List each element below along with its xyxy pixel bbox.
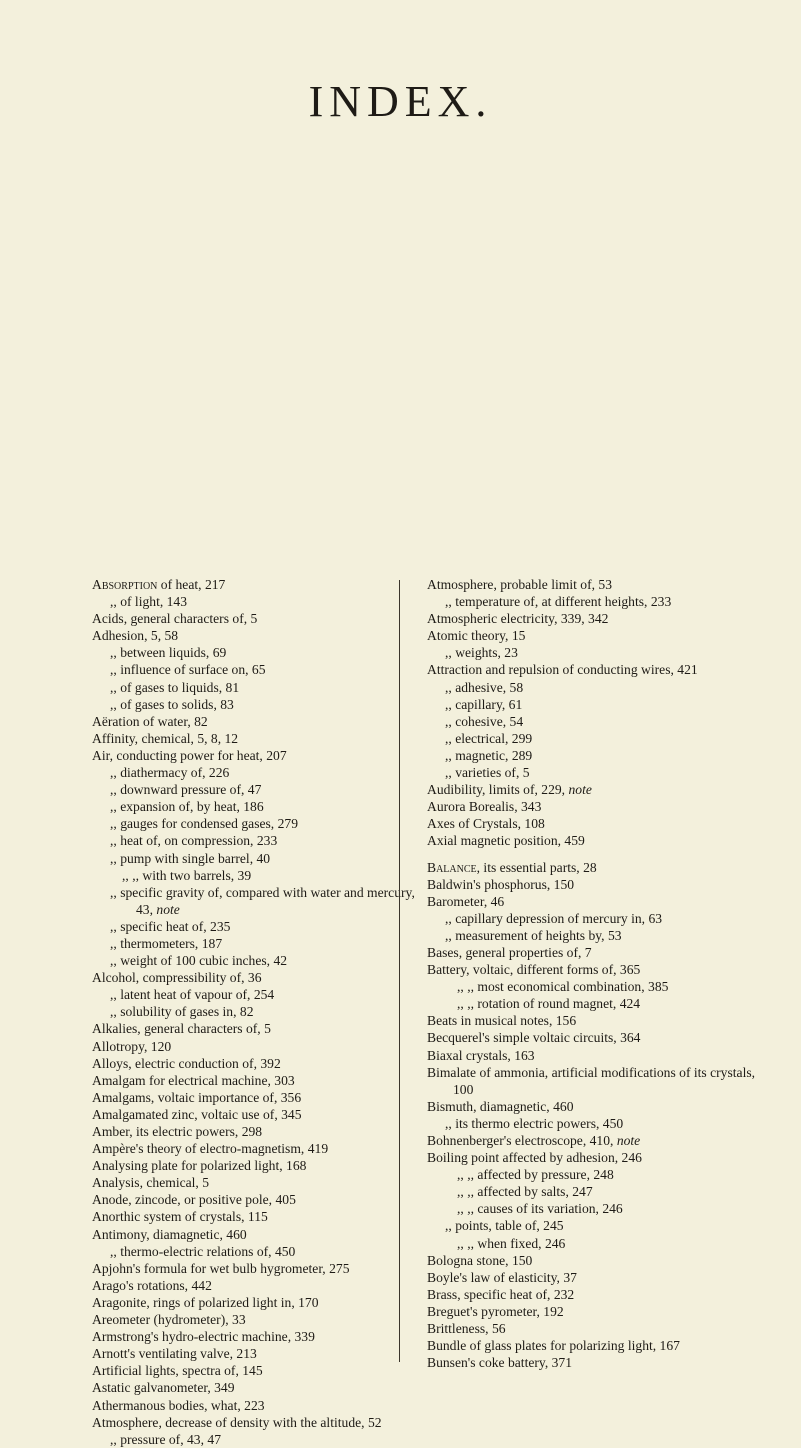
index-entry-text: Anorthic system of crystals, 115: [92, 1209, 268, 1225]
index-entry-text: ,, capillary, 61: [445, 696, 523, 712]
index-entry: [92, 935, 430, 952]
index-entry-text: Axes of Crystals, 108: [427, 816, 545, 832]
index-entry: [427, 1183, 767, 1200]
index-entry: [92, 918, 430, 935]
index-entry-text: ,, of light, 143: [110, 594, 188, 610]
index-entry: [92, 952, 430, 969]
index-entry-text: Audibility, limits of, 229,: [427, 782, 569, 798]
index-entry-text: ,, varieties of, 5: [445, 765, 530, 781]
index-entry: [92, 1260, 430, 1277]
index-entry: [427, 627, 767, 644]
index-entry: [92, 610, 430, 627]
index-entry-text: Astatic galvanometer, 349: [92, 1380, 235, 1396]
index-note-label: note: [156, 901, 180, 917]
index-entry-text: Bimalate of ammonia, artificial modifications of its crystals, 100: [427, 1064, 756, 1097]
index-entry: [92, 850, 430, 867]
index-entry-text: Alloys, electric conduction of, 392: [92, 1055, 281, 1071]
index-entry-text: Brittleness, 56: [427, 1321, 506, 1337]
index-entry-text: Amalgamated zinc, voltaic use of, 345: [92, 1106, 302, 1122]
index-entry-text: ,, points, table of, 245: [445, 1218, 564, 1234]
index-entry: [427, 944, 767, 961]
index-entry: [92, 1311, 430, 1328]
index-entry: [92, 661, 430, 678]
index-entry-text: ,, diathermacy of, 226: [110, 765, 230, 781]
index-entry: [427, 1149, 767, 1166]
index-entry: [92, 696, 430, 713]
index-entry: [92, 781, 430, 798]
index-entry: [92, 1294, 430, 1311]
index-entry-text: Analysing plate for polarized light, 168: [92, 1158, 307, 1174]
index-entry: [92, 644, 430, 661]
index-entry: [92, 1208, 430, 1225]
index-entry: [427, 1166, 767, 1183]
index-entry: [427, 1064, 767, 1098]
index-entry-text: Amalgam for electrical machine, 303: [92, 1072, 295, 1088]
index-entry: [427, 1303, 767, 1320]
index-entry-text: Axial magnetic position, 459: [427, 833, 585, 849]
index-entry-text: Aurora Borealis, 343: [427, 799, 542, 815]
index-entry: [427, 1012, 767, 1029]
index-entry: [427, 961, 767, 978]
index-entry: [427, 576, 767, 593]
index-entry: [92, 1055, 430, 1072]
index-entry-text: Apjohn's formula for wet bulb hygrometer, 275: [92, 1260, 350, 1276]
index-entry: [427, 1200, 767, 1217]
index-entry: [427, 859, 767, 876]
index-entry: [92, 1174, 430, 1191]
index-entry-text: Beats in musical notes, 156: [427, 1013, 577, 1029]
index-entry-text: Alcohol, compressibility of, 36: [92, 970, 262, 986]
index-entry-text: ,, temperature of, at different heights, 233: [445, 594, 672, 610]
letter-section-gap: [427, 850, 767, 859]
index-entry: [427, 1217, 767, 1234]
index-entry-text: ,, pump with single barrel, 40: [110, 850, 271, 866]
index-column-right: [427, 576, 767, 1371]
index-entry-text: ,, latent heat of vapour of, 254: [110, 987, 275, 1003]
index-entry: [92, 1277, 430, 1294]
index-entry: [427, 832, 767, 849]
index-entry-text: Allotropy, 120: [92, 1038, 172, 1054]
index-entry: [92, 867, 430, 884]
index-entry: [92, 884, 430, 918]
index-entry: [427, 978, 767, 995]
index-entry-text: ,, adhesive, 58: [445, 679, 524, 695]
index-entry-text: ,, ,, with two barrels, 39: [122, 867, 252, 883]
index-entry: [427, 1098, 767, 1115]
index-entry-text: Bismuth, diamagnetic, 460: [427, 1098, 574, 1114]
index-entry: [92, 1191, 430, 1208]
index-entry-text: Amber, its electric powers, 298: [92, 1124, 263, 1139]
index-entry-text: ,, thermometers, 187: [110, 935, 223, 951]
index-entry-text: ,, solubility of gases in, 82: [110, 1004, 254, 1020]
index-entry: [92, 593, 430, 610]
index-entry-text: Arnott's ventilating valve, 213: [92, 1346, 257, 1362]
index-entry-text: Bundle of glass plates for polarizing light, 167: [427, 1338, 680, 1354]
index-entry: [427, 1354, 767, 1371]
index-entry-text: ,, downward pressure of, 47: [110, 782, 262, 798]
index-entry-text: ,, ,, most economical combination, 385: [457, 979, 669, 995]
index-entry: [92, 1020, 430, 1037]
index-entry-text: ,, of gases to liquids, 81: [110, 679, 240, 695]
index-entry: [427, 661, 767, 678]
index-entry: [427, 893, 767, 910]
index-letter-heading: Absorption: [92, 577, 158, 592]
index-entry: [92, 713, 430, 730]
index-entry-text: ,, specific heat of, 235: [110, 918, 231, 934]
index-entry: [427, 679, 767, 696]
index-entry: [427, 1029, 767, 1046]
index-entry-text: Air, conducting power for heat, 207: [92, 747, 287, 763]
index-entry-text: ,, electrical, 299: [445, 730, 533, 746]
column-divider: [399, 580, 400, 1362]
index-entry-text: ,, weights, 23: [445, 645, 518, 661]
index-entry: [92, 1072, 430, 1089]
index-entry-text: ,, influence of surface on, 65: [110, 662, 266, 678]
index-entry-text: Aëration of water, 82: [92, 713, 208, 729]
index-note-label: note: [616, 1133, 641, 1148]
index-entry: [92, 730, 430, 747]
index-entry-text: Bologna stone, 150: [427, 1252, 533, 1268]
index-entry: [92, 1140, 430, 1157]
index-entry-text: Becquerel's simple voltaic circuits, 364: [427, 1030, 641, 1046]
index-entry: [92, 747, 430, 764]
index-entry-text: Ampère's theory of electro-magnetism, 419: [92, 1141, 329, 1157]
index-entry: [427, 1047, 767, 1064]
index-entry: [427, 910, 767, 927]
index-entry: [92, 1397, 430, 1414]
index-entry-text: Affinity, chemical, 5, 8, 12: [92, 730, 239, 746]
index-entry: [427, 1286, 767, 1303]
index-entry: [92, 1328, 430, 1345]
index-entry: [427, 927, 767, 944]
index-entry-text: ,, of gases to solids, 83: [110, 696, 234, 712]
index-entry: [92, 1157, 430, 1174]
index-entry: [427, 713, 767, 730]
index-entry: [92, 986, 430, 1003]
index-entry-text: Biaxal crystals, 163: [427, 1047, 535, 1063]
index-entry: [427, 1252, 767, 1269]
index-column-left: [92, 576, 430, 1448]
index-entry-text: Anode, zincode, or positive pole, 405: [92, 1192, 296, 1208]
index-entry-text: ,, cohesive, 54: [445, 713, 524, 729]
index-entry: [92, 679, 430, 696]
index-entry-text: Analysis, chemical, 5: [92, 1175, 210, 1191]
index-entry-text: ,, magnetic, 289: [445, 747, 533, 763]
index-entry: [92, 1243, 430, 1260]
index-entry: [427, 1132, 767, 1149]
index-entry-text: Aragonite, rings of polarized light in, 170: [92, 1294, 319, 1310]
index-entry-text: Alkalies, general characters of, 5: [92, 1021, 271, 1037]
index-note-label: note: [568, 782, 592, 798]
index-letter-heading: Balance: [427, 859, 477, 875]
index-entry: [92, 815, 430, 832]
index-entry: [427, 815, 767, 832]
index-entry: [92, 576, 430, 593]
index-entry: [427, 764, 767, 781]
index-entry: [427, 995, 767, 1012]
index-entry: [427, 644, 767, 661]
index-entry: [92, 1003, 430, 1020]
index-entry-text: Antimony, diamagnetic, 460: [92, 1226, 247, 1242]
index-entry: [427, 1235, 767, 1252]
index-entry: [427, 1269, 767, 1286]
index-entry-text: ,, expansion of, by heat, 186: [110, 799, 264, 815]
index-entry-text: Breguet's pyrometer, 192: [427, 1303, 564, 1319]
index-entry: [427, 798, 767, 815]
index-entry-text: ,, ,, rotation of round magnet, 424: [457, 996, 641, 1012]
index-entry: [427, 593, 767, 610]
index-entry-text: Battery, voltaic, different forms of, 365: [427, 962, 641, 978]
index-entry: [427, 747, 767, 764]
index-entry-text: Barometer, 46: [427, 893, 505, 909]
index-entry: [92, 1226, 430, 1243]
index-entry: [92, 1362, 430, 1379]
index-entry: [92, 832, 430, 849]
index-entry-text: ,, heat of, on compression, 233: [110, 833, 278, 849]
index-entry-text: Armstrong's hydro-electric machine, 339: [92, 1329, 315, 1345]
index-entry: [92, 627, 430, 644]
index-entry-text: Acids, general characters of, 5: [92, 611, 258, 627]
index-entry-text: Athermanous bodies, what, 223: [92, 1397, 265, 1413]
index-entry: [427, 696, 767, 713]
index-entry: [92, 1379, 430, 1396]
index-entry-text: of heat, 217: [157, 577, 226, 592]
page-title: INDEX.: [308, 77, 493, 126]
index-entry-text: ,, pressure of, 43, 47: [110, 1431, 221, 1447]
index-entry-text: ,, ,, when fixed, 246: [457, 1235, 566, 1251]
index-entry-text: ,, ,, causes of its variation, 246: [457, 1201, 623, 1217]
index-entry: [92, 969, 430, 986]
index-entry-text: Boyle's law of elasticity, 37: [427, 1269, 577, 1285]
index-entry-text: ,, between liquids, 69: [110, 645, 227, 661]
index-entry-text: Brass, specific heat of, 232: [427, 1286, 575, 1302]
index-entry-text: Bases, general properties of, 7: [427, 944, 592, 960]
index-entry: [92, 1431, 430, 1448]
index-entry-text: ,, ,, affected by salts, 247: [457, 1184, 593, 1200]
index-entry-text: Atomic theory, 15: [427, 628, 526, 644]
index-entry-text: ,, capillary depression of mercury in, 63: [445, 910, 663, 926]
index-entry-text: ,, weight of 100 cubic inches, 42: [110, 953, 288, 969]
index-entry: [92, 1089, 430, 1106]
index-entry: [427, 730, 767, 747]
index-entry-text: Arago's rotations, 442: [92, 1277, 212, 1293]
index-entry: [427, 1337, 767, 1354]
index-entry-text: Bunsen's coke battery, 371: [427, 1355, 573, 1371]
index-entry: [92, 1123, 430, 1140]
index-entry-text: , its essential parts, 28: [476, 859, 597, 875]
index-entry-text: Atmospheric electricity, 339, 342: [427, 611, 609, 627]
index-entry: [92, 798, 430, 815]
index-entry-text: Baldwin's phosphorus, 150: [427, 876, 575, 892]
index-entry: [427, 876, 767, 893]
index-entry-text: ,, measurement of heights by, 53: [445, 927, 622, 943]
index-entry: [92, 764, 430, 781]
index-entry-text: ,, specific gravity of, compared with water and mercury, 43,: [110, 884, 415, 917]
index-entry-text: Areometer (hydrometer), 33: [92, 1312, 246, 1328]
index-entry-text: Boiling point affected by adhesion, 246: [427, 1150, 642, 1166]
index-entry: [427, 610, 767, 627]
index-entry-text: ,, ,, affected by pressure, 248: [457, 1167, 614, 1183]
index-entry-text: ,, its thermo electric powers, 450: [445, 1115, 624, 1131]
index-entry: [92, 1345, 430, 1362]
index-entry-text: ,, gauges for condensed gases, 279: [110, 816, 298, 832]
index-entry: [92, 1106, 430, 1123]
index-entry-text: Atmosphere, decrease of density with the altitude, 52: [92, 1414, 382, 1430]
index-entry: [427, 1115, 767, 1132]
index-entry-text: Bohnenberger's electroscope, 410,: [427, 1133, 617, 1148]
index-entry-text: ,, thermo-electric relations of, 450: [110, 1243, 296, 1259]
index-entry-text: Amalgams, voltaic importance of, 356: [92, 1089, 302, 1105]
index-entry-text: Attraction and repulsion of conducting wires, 421: [427, 662, 698, 678]
index-entry: [427, 781, 767, 798]
index-entry-text: Artificial lights, spectra of, 145: [92, 1363, 263, 1379]
index-entry-text: Adhesion, 5, 58: [92, 628, 179, 644]
index-entry-text: Atmosphere, probable limit of, 53: [427, 577, 612, 592]
index-entry: [92, 1414, 430, 1431]
index-entry: [92, 1038, 430, 1055]
